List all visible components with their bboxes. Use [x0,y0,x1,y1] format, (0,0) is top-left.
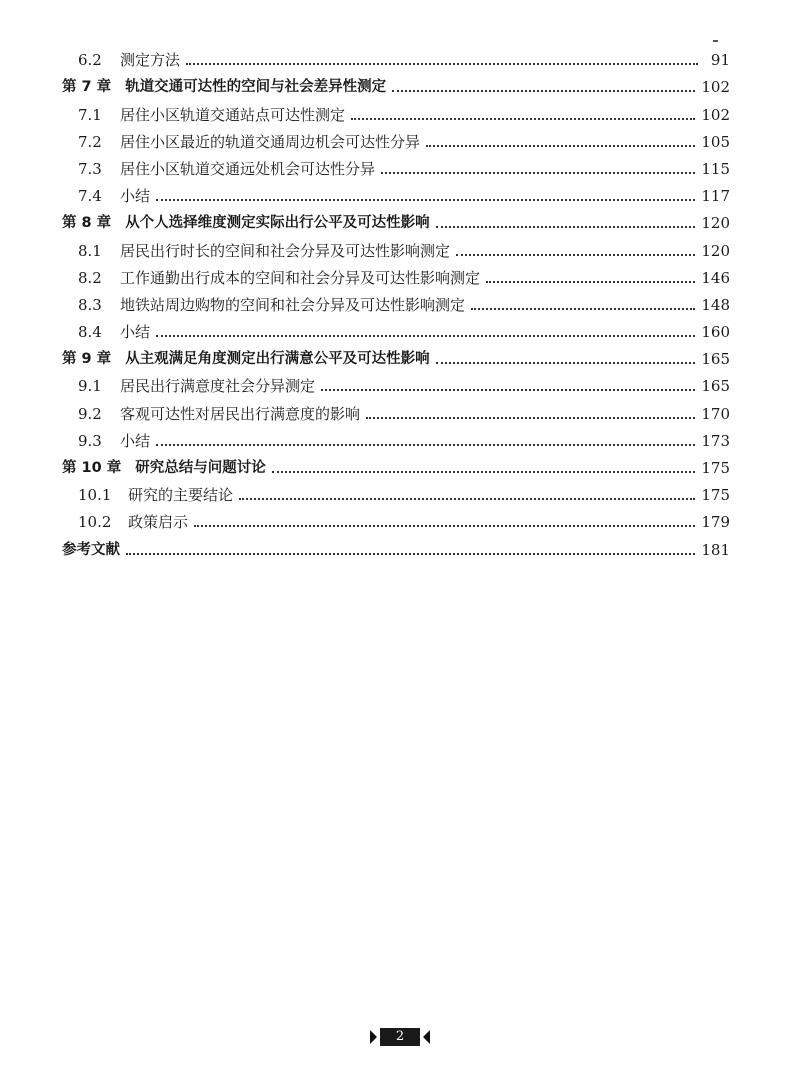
toc-section-row [62,96,730,123]
toc-entry-page: 175 [701,486,730,505]
toc-entry-page: 117 [701,187,730,206]
toc-entry-page: 165 [701,350,730,369]
dot-leader [186,63,698,65]
toc-entry-title: 参考文献 [62,541,120,558]
toc-references-row [62,531,730,558]
dot-leader [156,335,695,337]
toc-section-row [62,314,730,341]
toc-entry-number: 第 8 章 [62,215,112,232]
toc-entry-page: 165 [701,377,730,396]
toc-entry-title: 居住小区轨道交通远处机会可达性分异 [120,159,376,178]
toc-entry-page: 181 [701,540,730,559]
toc-entry-number: 7.3 [78,159,102,178]
toc-entry-page: 120 [701,214,730,233]
toc-entry-page: 146 [701,268,730,287]
toc-entry-title: 客观可达性对居民出行满意度的影响 [120,404,361,423]
toc-entry-page: 102 [701,78,730,97]
dot-leader [381,172,695,174]
dot-leader [321,389,695,391]
right-arrow-icon [370,1030,377,1044]
toc-entry-page: 115 [701,159,730,178]
toc-entry-number: 第 7 章 [62,79,112,96]
dot-leader [239,498,695,500]
toc-entry-page: 120 [701,241,730,260]
toc-entry-page: 102 [701,105,730,124]
toc-entry-number: 9.1 [78,377,102,396]
toc-entry-title: 从主观满足角度测定出行满意公平及可达性影响 [125,351,430,368]
toc-entry-page: 175 [701,459,730,477]
toc-entry-number: 7.2 [78,132,102,151]
toc-entry-number: 6.2 [78,51,102,70]
toc-entry-number: 第 9 章 [62,351,112,368]
toc-entry-number: 第 10 章 [62,460,122,476]
toc-entry-title: 居住小区最近的轨道交通周边机会可达性分异 [120,132,421,151]
dot-leader [126,553,695,555]
toc-section-row [62,232,730,259]
toc-section-row [62,151,730,178]
toc-entry-title: 小结 [120,187,151,206]
toc-section-row [62,260,730,287]
toc-entry-number: 9.3 [78,431,102,450]
page-footer [370,1028,430,1046]
toc-entry-number: 8.1 [78,241,102,260]
dot-leader [486,281,695,283]
dot-leader [456,254,695,256]
toc-entry-title: 居民出行时长的空间和社会分异及可达性影响测定 [120,241,451,260]
toc-entry-title: 研究的主要结论 [128,486,234,505]
toc-entry-title: 地铁站周边购物的空间和社会分异及可达性影响测定 [120,295,466,314]
toc-entry-number: 9.2 [78,404,102,423]
toc-entry-page: 179 [701,513,730,532]
toc-entry-title: 轨道交通可达性的空间与社会差异性测定 [125,79,387,96]
dot-leader [156,444,695,446]
toc-section-row [62,477,730,504]
left-arrow-icon [423,1030,430,1044]
toc-entry-number: 7.1 [78,105,102,124]
toc-entry-title: 居民出行满意度社会分异测定 [120,377,316,396]
toc-entry-title: 从个人选择维度测定实际出行公平及可达性影响 [125,215,430,232]
table-of-contents [62,42,730,559]
dot-leader [471,308,695,310]
dot-leader [392,90,695,92]
toc-entry-title: 政策启示 [128,513,189,532]
toc-entry-title: 研究总结与问题讨论 [135,460,266,476]
toc-chapter-row [62,341,730,368]
toc-entry-page: 148 [701,295,730,314]
toc-section-row [62,178,730,205]
toc-entry-number: 10.2 [78,513,112,532]
toc-entry-title: 居住小区轨道交通站点可达性测定 [120,105,346,124]
toc-entry-number: 8.3 [78,295,102,314]
dot-leader [426,145,695,147]
dot-leader [366,417,695,419]
toc-entry-page: 91 [710,51,730,70]
toc-section-row [62,287,730,314]
toc-chapter-row [62,450,730,477]
toc-section-row [62,504,730,531]
dot-leader [194,525,695,527]
toc-entry-title: 小结 [120,431,151,450]
toc-entry-page: 105 [701,132,730,151]
toc-entry-number: 8.4 [78,323,102,342]
dot-leader [436,362,696,364]
toc-section-row [62,395,730,422]
toc-chapter-row [62,205,730,232]
toc-chapter-row [62,69,730,96]
toc-entry-title: 测定方法 [120,51,181,70]
dot-leader [272,471,696,473]
toc-entry-page: 160 [701,323,730,342]
dot-leader [156,199,695,201]
toc-section-row [62,42,730,69]
page-number: 2 [380,1028,420,1046]
toc-entry-page: 170 [701,404,730,423]
toc-entry-number: 8.2 [78,268,102,287]
toc-entry-number: 10.1 [78,486,112,505]
dot-leader [351,118,695,120]
toc-entry-title: 工作通勤出行成本的空间和社会分异及可达性影响测定 [120,268,481,287]
toc-entry-page: 173 [701,431,730,450]
toc-section-row [62,423,730,450]
dot-leader [436,226,696,228]
toc-entry-title: 小结 [120,323,151,342]
toc-section-row [62,124,730,151]
toc-section-row [62,368,730,395]
toc-entry-number: 7.4 [78,187,102,206]
